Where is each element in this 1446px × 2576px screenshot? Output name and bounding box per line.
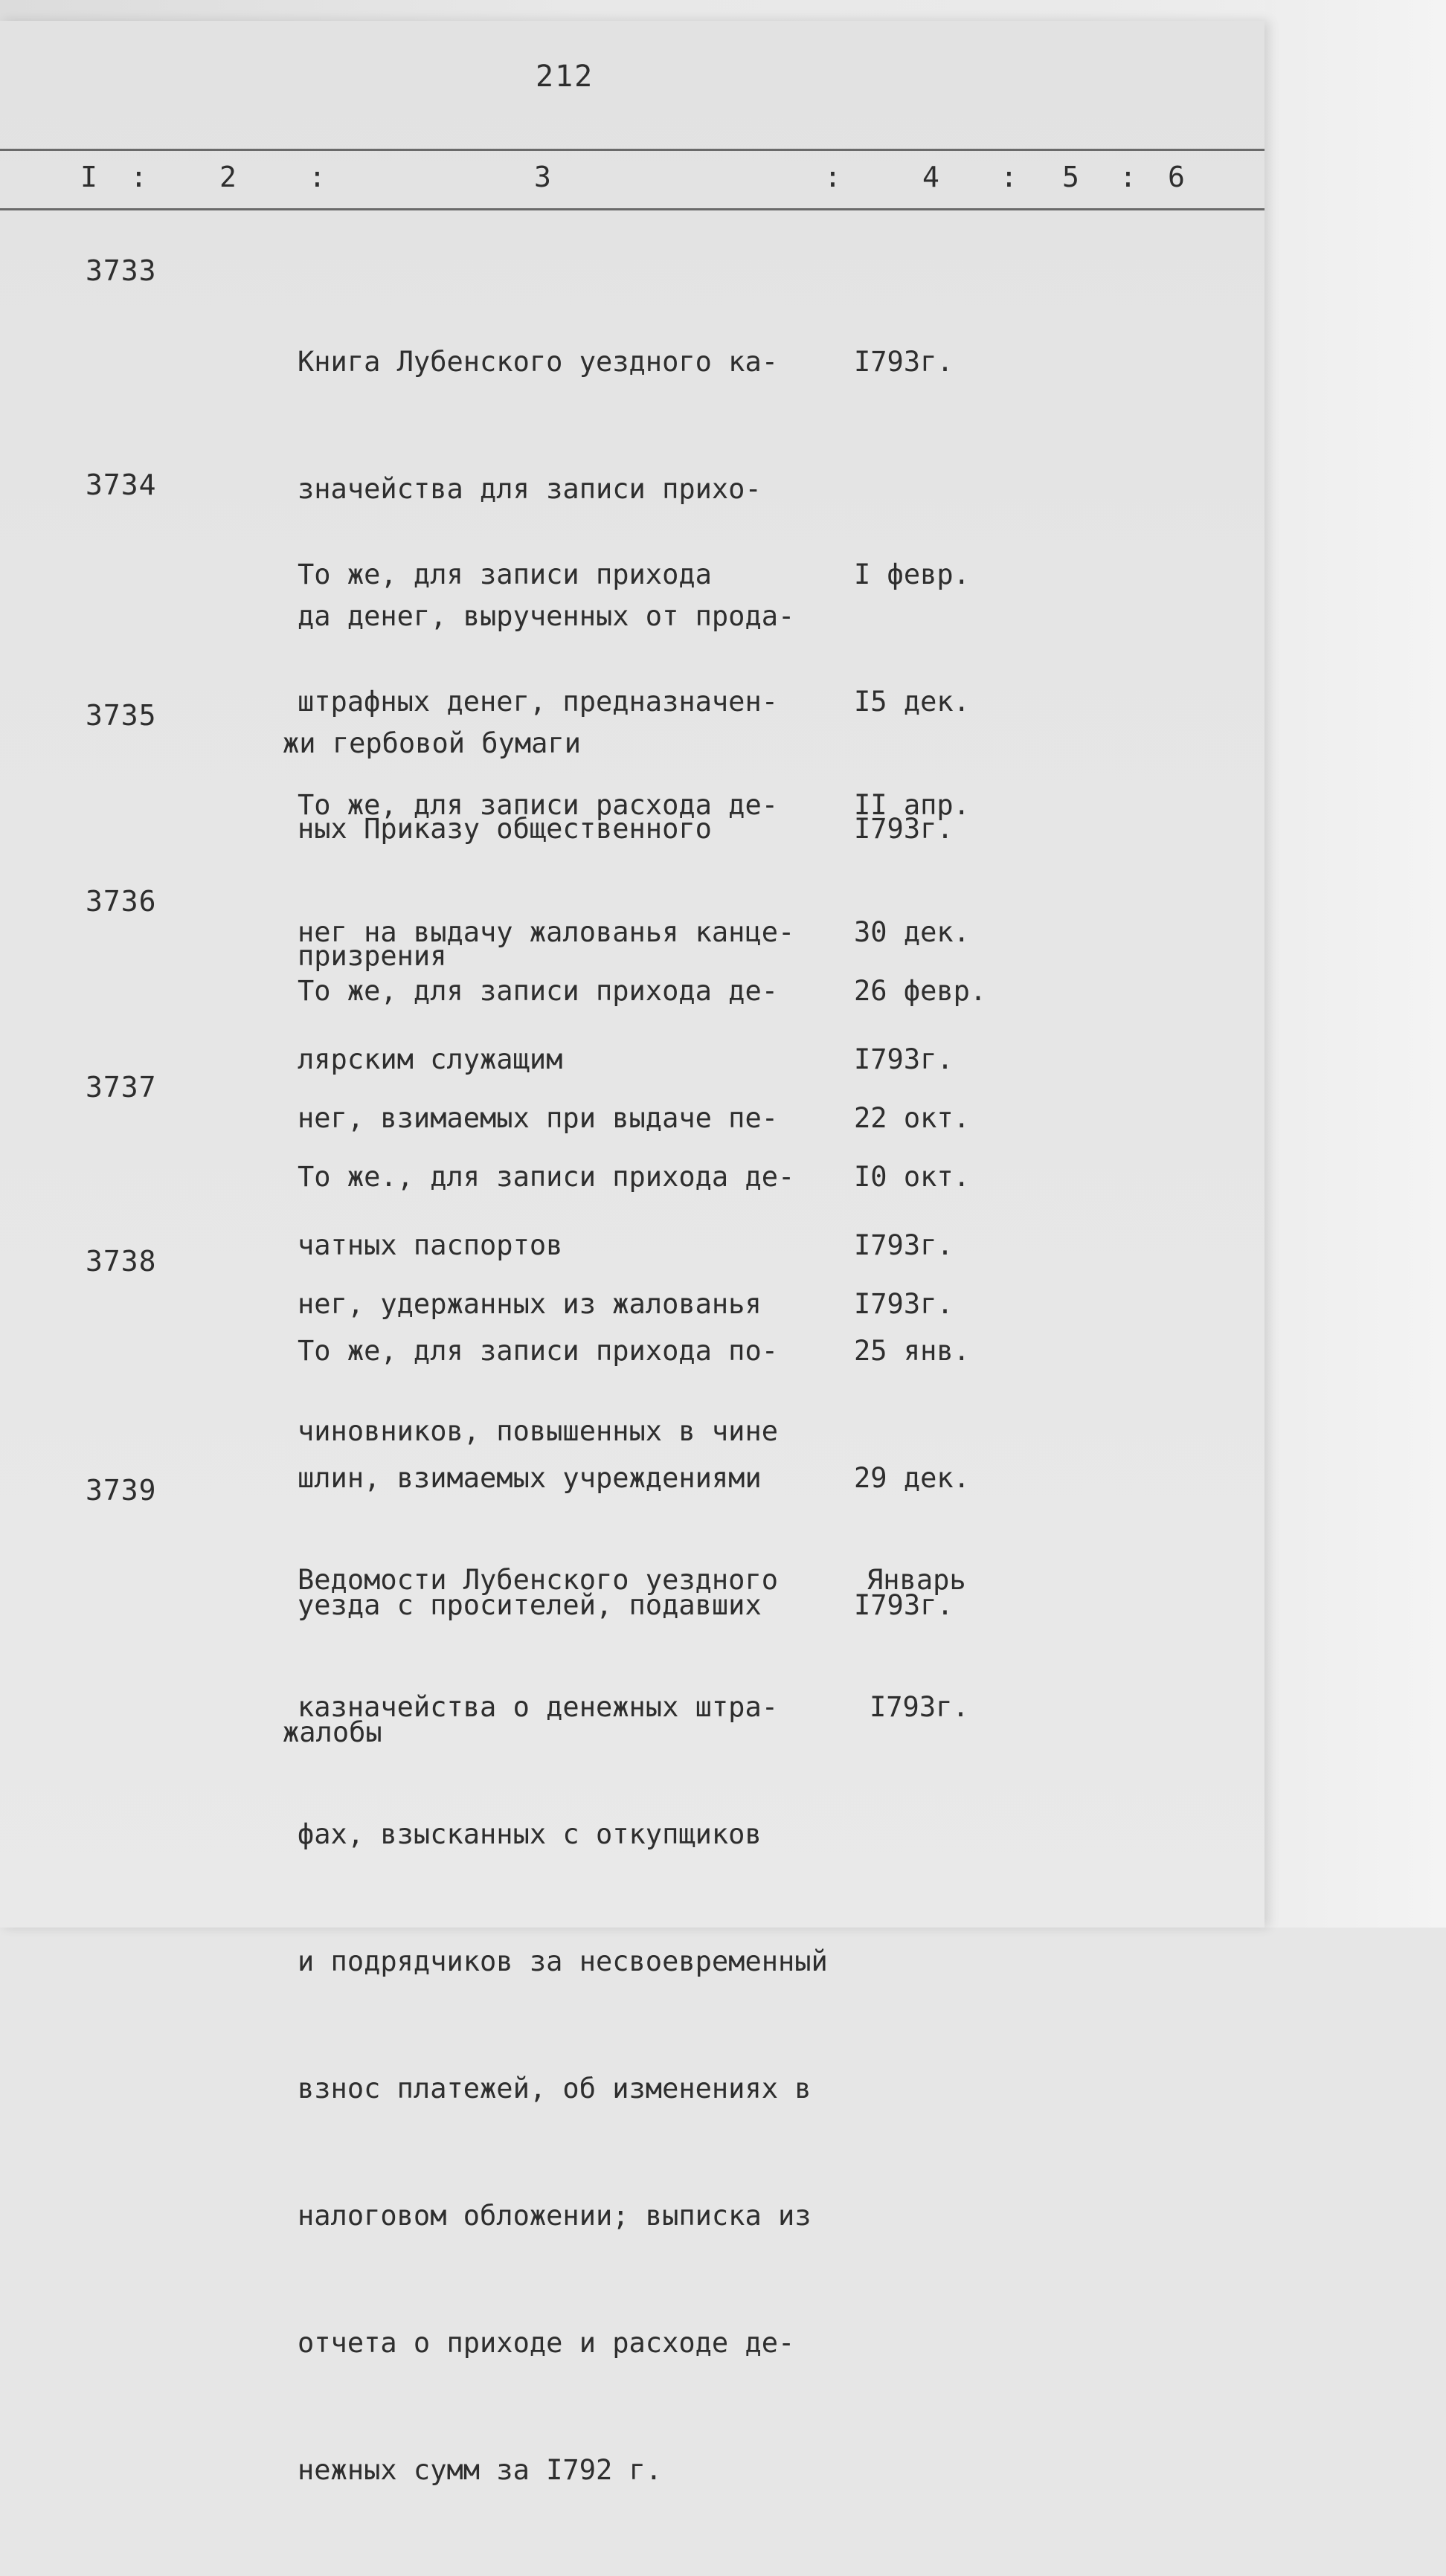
entry-number: 3739 xyxy=(86,1474,157,1507)
description-line: чиновников, повышенных в чине xyxy=(298,1415,779,1447)
column-header-1: I xyxy=(80,161,97,193)
column-separator: : xyxy=(1119,161,1137,193)
date-line: I0 окт. xyxy=(854,1161,970,1193)
date-line: I793г. xyxy=(870,1691,969,1723)
date-line: Январь xyxy=(867,1564,966,1596)
column-separator: : xyxy=(824,161,841,193)
header-rule-bottom xyxy=(0,208,1265,210)
description-line: То же., для записи прихода де- xyxy=(298,1161,795,1193)
entry-number: 3734 xyxy=(86,468,157,501)
description-line: То же, для записи расхода де- xyxy=(298,789,779,821)
column-header-5: 5 xyxy=(1062,161,1079,193)
description-line: взнос платежей, об изменениях в xyxy=(298,2073,812,2105)
description-line: да денег, вырученных от прода- xyxy=(298,600,795,632)
column-separator: : xyxy=(1000,161,1018,193)
page-number: 212 xyxy=(536,59,594,94)
entry-dates xyxy=(867,1474,1030,1813)
description-line: и подрядчиков за несвоевременный xyxy=(298,1945,828,1977)
column-header-3: 3 xyxy=(534,161,551,193)
description-line: казначейства о денежных штра- xyxy=(298,1691,779,1723)
date-line: I793г. xyxy=(854,1043,954,1075)
entry-number: 3738 xyxy=(86,1245,157,1278)
description-line: Ведомости Лубенского уездного xyxy=(298,1564,779,1596)
date-line: 30 дек. xyxy=(854,916,970,948)
description-line: шлин, взимаемых учреждениями xyxy=(298,1462,762,1494)
description-line: лярским служащим xyxy=(298,1043,563,1075)
description-line: штрафных денег, предназначен- xyxy=(298,686,779,718)
description-line: уезда с просителей, подавших xyxy=(298,1589,762,1621)
date-line: I793г. xyxy=(854,346,954,378)
description-line: призрения xyxy=(298,940,447,972)
date-line: II апр. xyxy=(854,789,970,821)
column-header-6: 6 xyxy=(1168,161,1185,193)
description-line: нег, удержанных из жалованья xyxy=(298,1288,762,1320)
date-line: 25 янв. xyxy=(854,1335,970,1367)
description-line: То же, для записи прихода по- xyxy=(298,1335,779,1367)
description-line: Книга Лубенского уездного ка- xyxy=(298,346,779,378)
entry-description xyxy=(298,1474,893,2576)
description-line: чатных паспортов xyxy=(298,1229,563,1261)
date-line: 29 дек. xyxy=(854,1462,970,1494)
column-separator: : xyxy=(130,161,147,193)
date-line: 26 февр. xyxy=(854,975,987,1007)
description-line: То же, для записи прихода xyxy=(298,558,712,590)
description-line: ных Приказу общественного xyxy=(298,813,712,845)
column-header-2: 2 xyxy=(219,161,237,193)
date-line: I февр. xyxy=(854,558,970,590)
description-line: жалобы xyxy=(283,1716,382,1748)
date-line: I793г. xyxy=(854,1288,954,1320)
entry-number: 3733 xyxy=(86,254,157,287)
date-line: I793г. xyxy=(854,813,954,845)
description-line: нег на выдачу жалованья канце- xyxy=(298,916,795,948)
description-line: жи гербовой бумаги xyxy=(283,727,581,759)
entry-number: 3735 xyxy=(86,699,157,732)
entry-number: 3736 xyxy=(86,885,157,918)
description-line: нег, взимаемых при выдаче пе- xyxy=(298,1102,779,1134)
column-header-4: 4 xyxy=(922,161,939,193)
description-line: значейства для записи прихо- xyxy=(298,473,762,505)
date-line: 22 окт. xyxy=(854,1102,970,1134)
underlying-sheet xyxy=(1265,0,1446,1928)
header-rule-top xyxy=(0,149,1265,151)
description-line: налоговом обложении; выписка из xyxy=(298,2200,812,2232)
description-line: нежных сумм за I792 г. xyxy=(298,2454,663,2486)
column-separator: : xyxy=(309,161,326,193)
entry-dates xyxy=(854,256,1018,468)
date-line: I793г. xyxy=(854,1229,954,1261)
date-line: I793г. xyxy=(854,1589,954,1621)
description-line: фах, взысканных с откупщиков xyxy=(298,1818,762,1850)
date-line: I5 дек. xyxy=(854,686,970,718)
description-line: отчета о приходе и расходе де- xyxy=(298,2327,795,2359)
entry-number: 3737 xyxy=(86,1071,157,1104)
description-line: То же, для записи прихода де- xyxy=(298,975,779,1007)
